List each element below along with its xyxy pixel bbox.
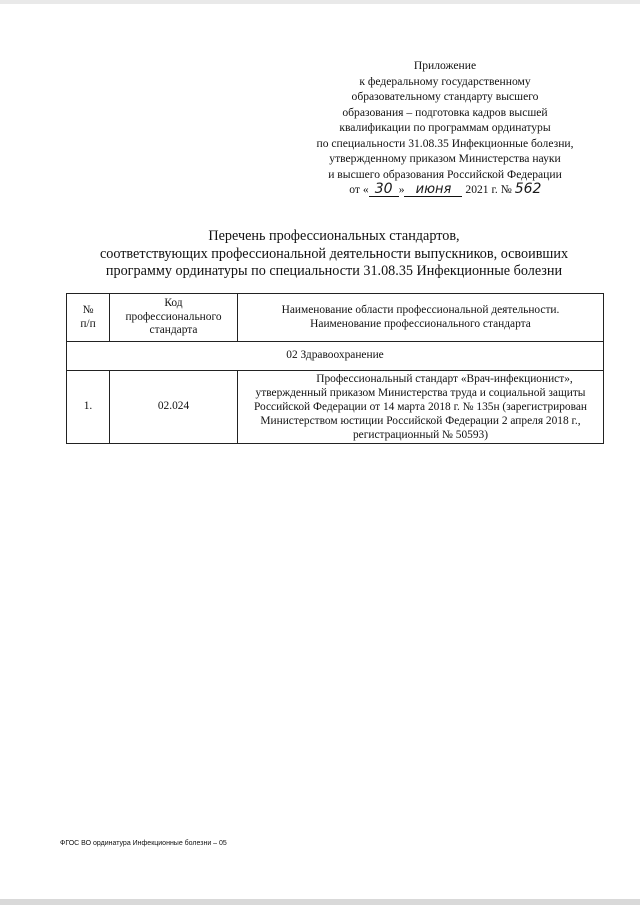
- table-header-row: [67, 294, 604, 342]
- section-title: 02 Здравоохранение: [67, 342, 604, 371]
- section-row: [67, 342, 604, 371]
- date-year: 2021 г. №: [465, 183, 512, 196]
- appendix-line: квалификации по программам ординатуры: [339, 121, 551, 134]
- row-code: 02.024: [110, 371, 238, 444]
- appendix-block: [295, 58, 595, 198]
- appendix-line: образования – подготовка кадров высшей: [342, 105, 548, 119]
- appendix-line: к федеральному государственному: [359, 74, 531, 88]
- title-line: Перечень профессиональных стандартов,: [208, 228, 460, 244]
- title-line: соответствующих профессиональной деятельности выпускников, освоивших: [99, 245, 569, 262]
- handwritten-month: июня: [404, 183, 462, 197]
- handwritten-order-number: 562: [514, 181, 542, 197]
- header-name: Наименование области профессиональной деятельности. Наименование профессионального стандарта: [238, 294, 604, 342]
- title-line: программу ординатуры по специальности 31.08.35 Инфекционные болезни: [105, 263, 563, 279]
- appendix-line: образовательному стандарту высшего: [351, 90, 539, 103]
- appendix-line: по специальности 31.08.35 Инфекционные болезни,: [316, 136, 574, 150]
- appendix-line: и высшего образования Российской Федерации: [328, 167, 562, 181]
- date-prefix: от «: [349, 183, 369, 196]
- header-code: Код профессионального стандарта: [110, 294, 238, 342]
- page-edge: [0, 0, 640, 4]
- handwritten-day: 30: [369, 183, 399, 197]
- table-row: [67, 371, 604, 444]
- appendix-line: утвержденному приказом Министерства науки: [329, 152, 561, 165]
- row-standard-name: [238, 371, 604, 444]
- standards-table: [66, 293, 604, 444]
- row-number: 1.: [67, 371, 110, 444]
- header-num: № п/п: [67, 294, 110, 342]
- order-date-line: [295, 182, 595, 198]
- row-standard-text: Профессиональный стандарт «Врач-инфекционист», утвержденный приказом Министерства труда и социальной защиты Российской Федерации от 14 марта 2018 г. № 135н (зарегистрирован Министерством юстиции Российской Федерации 2 апреля 2018 г., регистрационный № 50593): [253, 373, 588, 441]
- footer-text: ФГОС ВО ординатура Инфекционные болезни – 05: [60, 840, 227, 847]
- page-edge: [0, 899, 640, 905]
- document-title: [60, 228, 608, 281]
- appendix-line: Приложение: [413, 59, 477, 72]
- date-quote: »: [398, 183, 405, 196]
